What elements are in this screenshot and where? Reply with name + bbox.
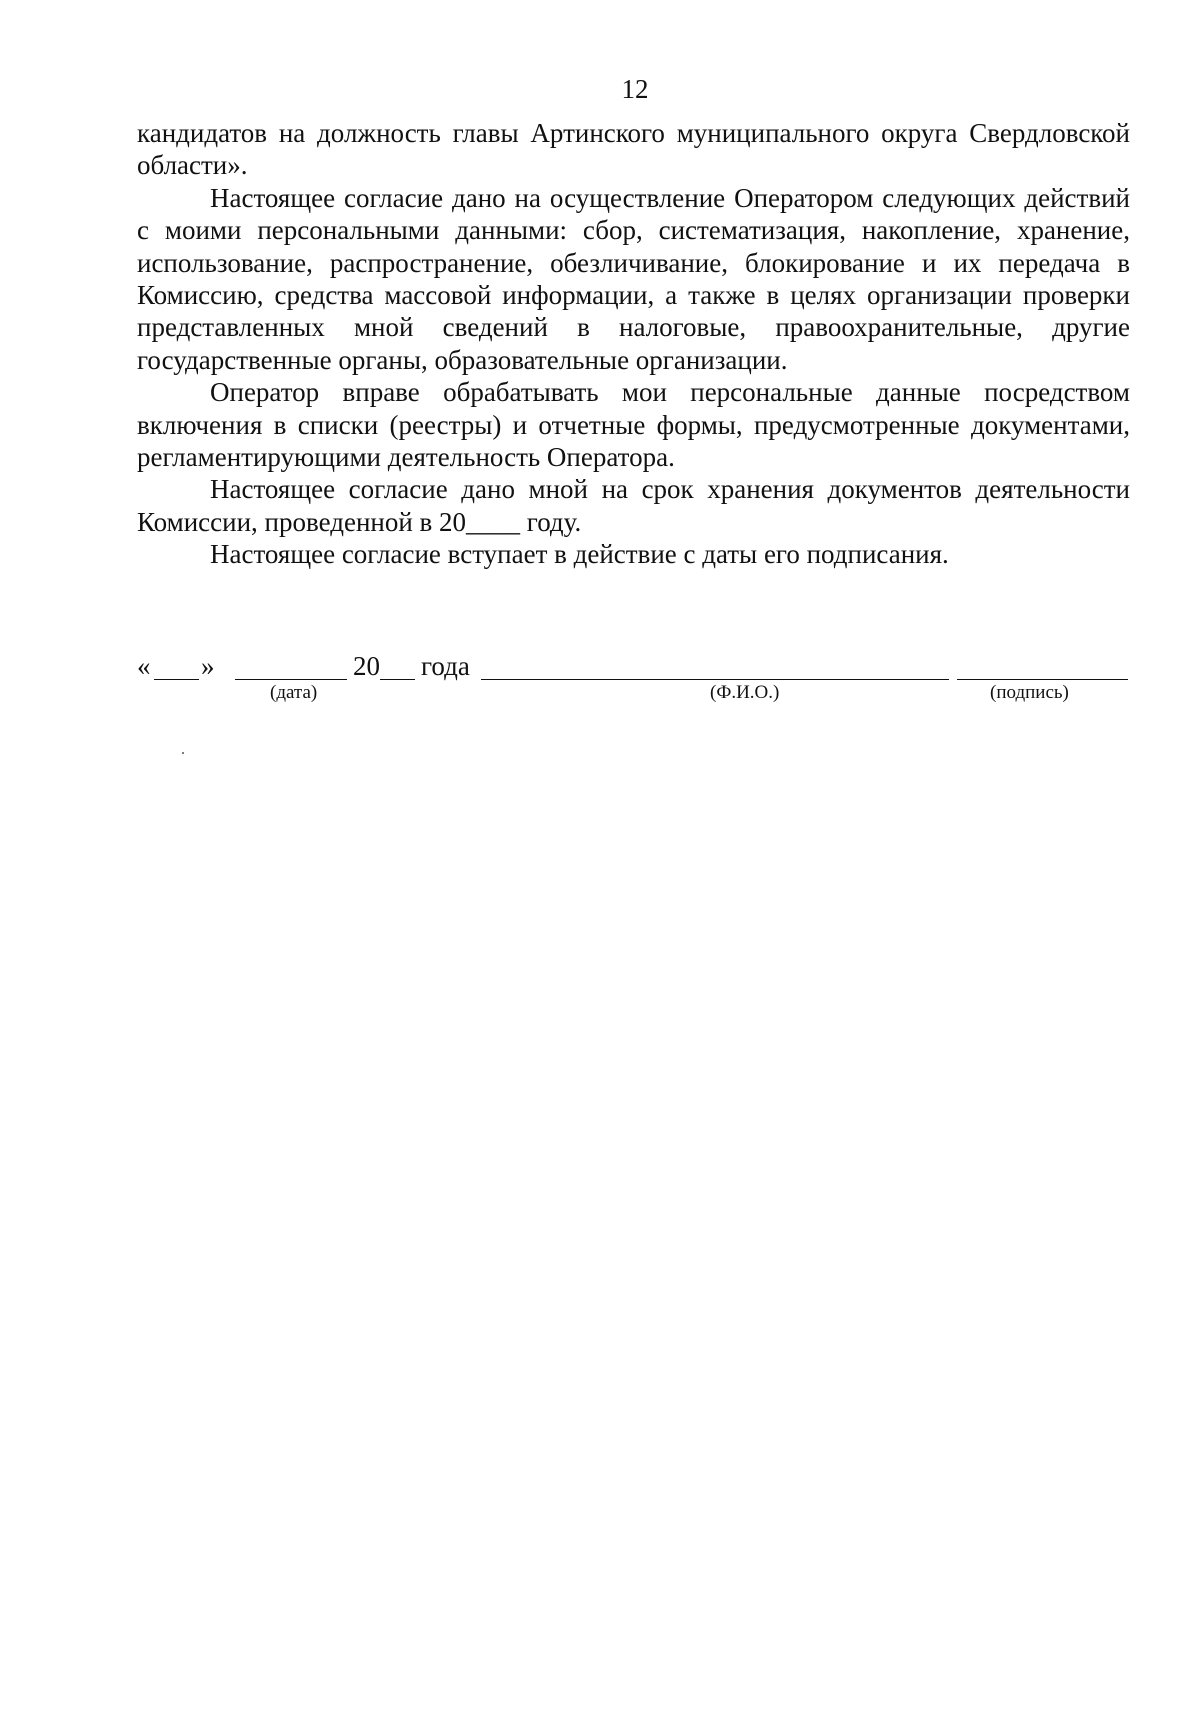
fio-caption: (Ф.И.О.)	[710, 682, 780, 703]
paragraph-consent-actions: Настоящее согласие дано на осуществление Оператором следующих действий с моими персональными данными: сбор, систематизация, накопление, хранение, использование, распространение, обезличивание, блокирование и их передача в Комиссию, средства массовой информации, а также в целях организации проверки представленных мной сведений в налоговые, правоохранительные, другие государственные органы, образовательные организации.	[137, 182, 1130, 375]
paragraph-consent-effective: Настоящее согласие вступает в действие с даты его подписания.	[210, 539, 949, 570]
fio-blank[interactable]	[481, 679, 949, 680]
month-blank[interactable]	[235, 679, 347, 680]
year-suffix: года	[421, 651, 470, 681]
signature-line	[137, 651, 1130, 685]
year-prefix: 20	[353, 651, 380, 681]
paragraph-operator-rights: Оператор вправе обрабатывать мои персональные данные посредством включения в списки (реестры) и отчетные формы, предусмотренные документами, регламентирующими деятельность Оператора.	[137, 377, 1130, 473]
signature-blank[interactable]	[957, 679, 1128, 680]
scan-speck	[182, 752, 184, 754]
paragraph-continuation: кандидатов на должность главы Артинского муниципального округа Свердловской области».	[137, 118, 1130, 181]
document-body	[137, 117, 1130, 571]
paragraph-consent-term: Настоящее согласие дано мной на срок хранения документов деятельности Комиссии, проведенной в 20____ году.	[137, 474, 1130, 537]
date-caption: (дата)	[270, 682, 318, 703]
year-blank[interactable]	[380, 679, 415, 680]
signature-caption: (подпись)	[990, 682, 1069, 703]
quote-open: «	[137, 651, 151, 681]
quote-close: »	[201, 651, 215, 681]
day-blank[interactable]	[154, 679, 199, 680]
page-number: 12	[621, 74, 649, 104]
